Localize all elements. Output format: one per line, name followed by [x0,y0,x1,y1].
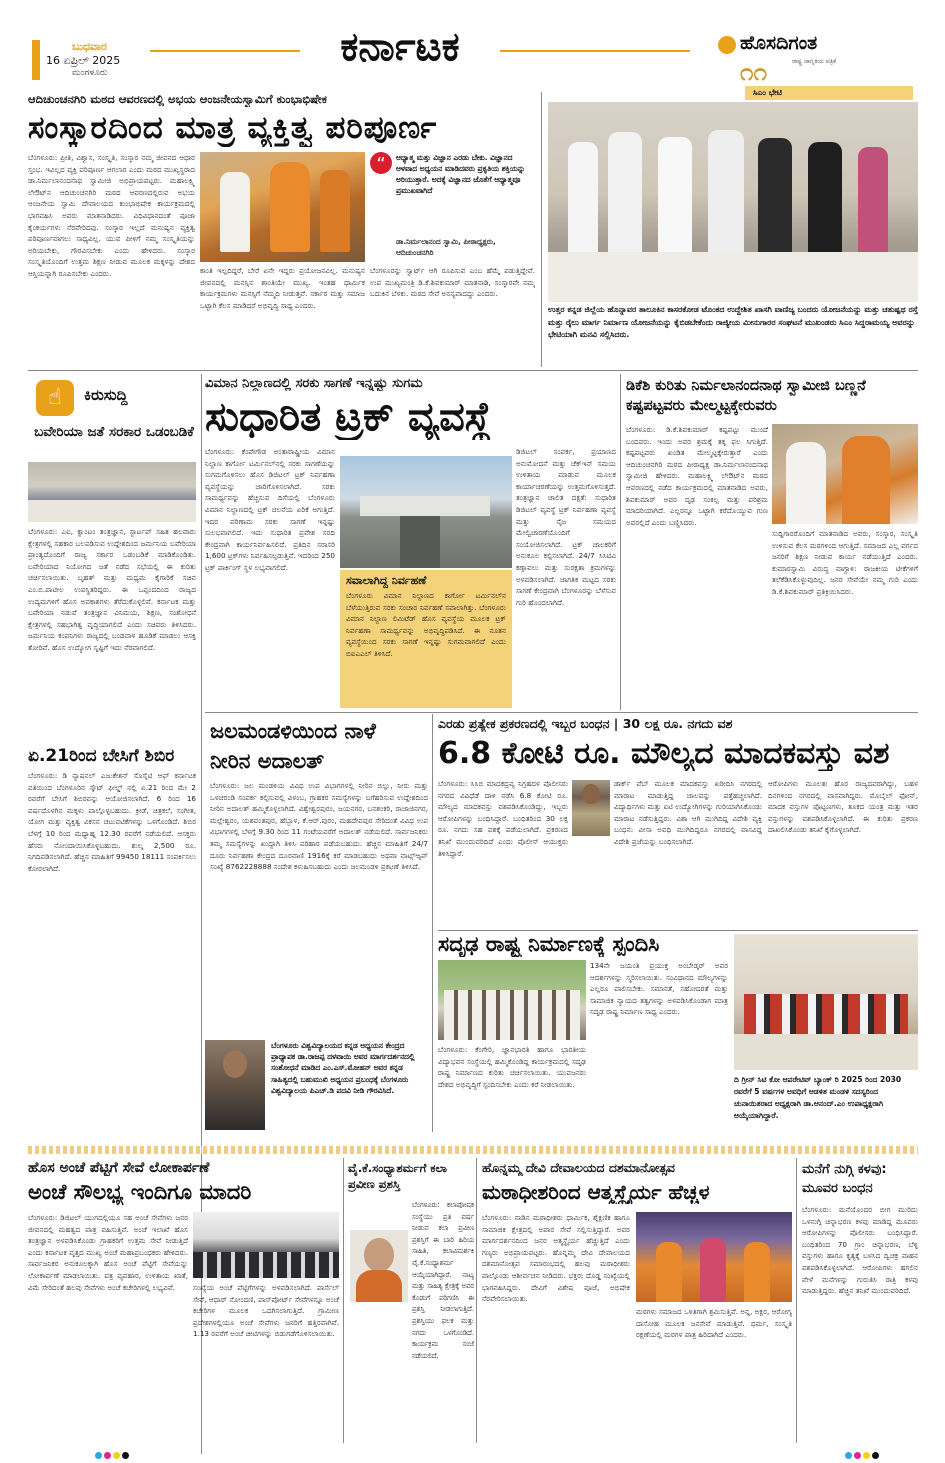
top-story-kicker: ಆದಿಚುಂಚನಗಿರಿ ಮಠದ ಆವರಣದಲ್ಲಿ ಅಭಯ ಆಂಜನೇಯಸ್ವಾಮಿಗೆ ಕುಂಭಾಭಿಷೇಕ [28,92,327,106]
divider [343,1158,344,1443]
registration-marks-left [95,1444,131,1463]
weekday: ಬುಧವಾರ [72,40,107,53]
paper-logo [702,30,902,78]
cm-meet-photo [548,102,918,302]
kumbhabhisheka-photo [200,152,365,262]
kiru-suddi-box [28,374,198,422]
bavaria-meeting-photo [28,462,196,522]
phd-box [205,1040,430,1130]
divider [438,930,918,931]
paper-name: ಹೊಸದಿಗಂತ [740,32,818,54]
nation-body-a: ಬೆಂಗಳೂರು: ಕೆಂಗೇರಿ, ಜ್ಞಾನಭಾರತಿ ಹಾಗೂ ಭಾರತೀಯ ವಿದ್ಯಾಭವನ ಸಂಸ್ಥೆಯಲ್ಲಿ ಹಮ್ಮಿಕೊಂಡಿದ್ದ ಕಾರ್ಯಕ್ರಮದಲ್ಲಿ ಸದೃಢ ರಾಷ್ಟ್ರ ನಿರ್ಮಾಣದ ಕುರಿತು ಚರ್ಚಿಸಲಾಯಿತು. ಯುವಜನರು ದೇಶದ ಅಭಿವೃದ್ಧಿಗೆ ಸ್ಪಂದಿಸಬೇಕು ಎಂದು ಕರೆ ನೀಡಲಾಯಿತು. [438,1045,586,1089]
honnamma-event-photo [636,1212,792,1302]
award-body: ಬೆಂಗಳೂರು: ಕಲಾಪೋಷಕ ಸಂಸ್ಥೆಯು ಪ್ರತಿ ವರ್ಷ ನೀಡುವ ಕಲಾ ಪ್ರವೀಣ ಪ್ರಶಸ್ತಿಗೆ ಈ ಬಾರಿ ಹಿರಿಯ ಸಾಹಿತಿ, ಕಲಾವಿಮರ್ಶಕಿ ವೈ.ಕೆ.ಸಂಧ್ಯಾಶರ್ಮ ಆಯ್ಕೆಯಾಗಿದ್ದಾರೆ. ನಾಟ್ಯ ಮತ್ತು ಸಾಹಿತ್ಯ ಕ್ಷೇತ್ರಕ್ಕೆ ಅವರ ಕೊಡುಗೆ ಪರಿಗಣಿಸಿ ಈ ಪ್ರಶಸ್ತಿ ನೀಡಲಾಗುತ್ತಿದೆ. ಪ್ರಶಸ್ತಿಯು ಫಲಕ ಮತ್ತು ನಗದು ಒಳಗೊಂಡಿದೆ. ಕಾರ್ಯಕ್ರಮ ಸಂಜೆ ನಡೆಯಲಿದೆ. [412,1201,474,1360]
quote-box [370,152,535,260]
dkshi-body-a: ಬೆಂಗಳೂರು: ಡಿ.ಕೆ.ಶಿವಕುಮಾರ್ ಕಷ್ಟಪಟ್ಟು ಮುಂದೆ ಬಂದವರು. ಇಂದು ಅವರ ಶ್ರಮಕ್ಕೆ ತಕ್ಕ ಫಲ ಸಿಗುತ್ತಿದೆ. ಕಷ್ಟಪಟ್ಟವರು ಖಂಡಿತ ಮೇಲ್ಮಟ್ಟಕ್ಕೇರುತ್ತಾರೆ ಎಂದು ಆದಿಚುಂಚನಗಿರಿ ಮಠದ ಪೀಠಾಧ್ಯಕ್ಷ ಡಾ.ನಿರ್ಮಲಾನಂದನಾಥ ಸ್ವಾಮೀಜಿ ಹೇಳಿದರು. ಮಹಾಲಕ್ಷ್ಮಿ ಲೇಔಟ್‌ನ ಮಠದ ಆವರಣದಲ್ಲಿ ನಡೆದ ಕಾರ್ಯಕ್ರಮದಲ್ಲಿ ಮಾತನಾಡಿದ ಅವರು, ಶಿವಕುಮಾರ್ ಅವರ ದೃಢ ಸಂಕಲ್ಪ ಮತ್ತು ಪರಿಶ್ರಮ ಮಾದರಿಯಾಗಿದೆ. ಎಲ್ಲರನ್ನೂ ಒಟ್ಟಾಗಿ ಕರೆದೊಯ್ಯುವ ಗುಣ ಅವರಲ್ಲಿದೆ ಎಂದು ಬಣ್ಣಿಸಿದರು. [626,425,768,527]
theft-headline: ಮನೆಗೆ ನುಗ್ಗಿ ಕಳವು: ಮೂವರ ಬಂಧನ [802,1162,887,1196]
divider [28,370,918,371]
section-divider-band [28,1146,918,1154]
registration-marks-right [845,1444,881,1463]
phd-portrait [205,1040,265,1130]
cargo-body-b: ಡಿಜಿಟಲ್ ಸಂಪರ್ಕ, ಪ್ರಯಾಣದ ಅನುಮೋದನೆ ಮತ್ತು ಚೆಕ್‌ಇನ್ ಸಮಯ ಉಳಿತಾಯ ಮಾಡುವ ಮೂಲಕ ಕಾರ್ಯಾಚರಣೆಯನ್ನು ಉತ್ತಮಗೊಳಿಸುತ್ತದೆ. ತಂತ್ರಜ್ಞಾನ ಚಾಲಿತ ದಕ್ಷತೆ: ಸುಧಾರಿತ ಡಿಜಿಟಲ್ ವ್ಯವಸ್ಥೆ ಟ್ರಕ್ ನಿರ್ವಹಣಾ ವ್ಯವಸ್ಥೆ ಮತ್ತು ನೈಜ ಸಮಯದ ಮೇಲ್ವಿಚಾರಣೆಯೊಂದಿಗೆ ಸಂಯೋಜಿಸಲಾಗಿದೆ. ಟ್ರಕ್ ಚಾಲಕರಿಗೆ ಅನುಕೂಲ ಕಲ್ಪಿಸಲಾಗಿದೆ. 24/7 ಸಿಸಿಟಿವಿ ಕಣ್ಗಾವಲು ಮತ್ತು ಸುರಕ್ಷತಾ ಕ್ರಮಗಳನ್ನು ಅಳವಡಿಸಲಾಗಿದೆ. ಜಾಗತಿಕ ಮಟ್ಟದ ಸರಕು ಸಾಗಣೆ ಕೇಂದ್ರವಾಗಿ ಬೆಂಗಳೂರನ್ನು ಬೆಳೆಸುವ ಗುರಿ ಹೊಂದಲಾಗಿದೆ. [516,447,616,607]
cm-meet-caption: ಉತ್ತರ ಕನ್ನಡ ಜಿಲ್ಲೆಯ ಹೊನ್ನಾವರ ತಾಲೂಕಿನ ಕಾಸರಕೋಡ ಟೊಂಕದ ಉದ್ದೇಶಿತ ಖಾಸಗಿ ವಾಣಿಜ್ಯ ಬಂದರು ಯೋಜನೆಯನ್ನು ಮತ್ತು ಚತುಷ್ಪಥ ರಸ್ತೆ ಮತ್ತು ರೈಲು ಮಾರ್ಗ ನಿರ್ಮಾಣ ಯೋಜನೆಯನ್ನು ಕೈಬಿಡಬೇಕೆಂದು ರಾಜ್ಯೀಯ ಮೀನುಗಾರರ ಸಂಘಟನೆ ಮುಖಂಡರು ಸಿಎಂ ಸಿದ್ದರಾಮಯ್ಯ ಅವರನ್ನು ಭೇಟಿಯಾಗಿ ಮನವಿ ಸಲ್ಲಿಸಿದರು. [548,305,918,339]
cargo-box [340,570,512,708]
kiru-suddi-icon: ☝ [36,380,74,416]
cargo-kicker: ವಿಮಾನ ನಿಲ್ದಾಣದಲ್ಲಿ ಸರಕು ಸಾಗಣೆ ಇನ್ನಷ್ಟು ಸುಗಮ [205,376,423,391]
quote-icon: “ [370,152,392,174]
cargo-headline: ಸುಧಾರಿತ ಟ್ರಕ್ ವ್ಯವಸ್ಥೆ [205,394,492,440]
drugs-kicker: ಎರಡು ಪ್ರತ್ಯೇಕ ಪ್ರಕರಣದಲ್ಲಿ ಇಬ್ಬರ ಬಂಧನ | 30 ಲಕ್ಷ ರೂ. ನಗದು ವಶ [438,716,733,731]
postal-headline: ಅಂಚೆ ಸೌಲಭ್ಯ ಇಂದಿಗೂ ಮಾದರಿ [28,1180,252,1204]
divider [541,92,542,367]
drugs-headline: 6.8 ಕೋಟಿ ರೂ. ಮೌಲ್ಯದ ಮಾದಕವಸ್ತು ವಶ [438,736,890,771]
postal-event-photo [193,1212,339,1278]
phd-caption: ಬೆಂಗಳೂರು ವಿಶ್ವವಿದ್ಯಾಲಯದ ಕನ್ನಡ ಅಧ್ಯಯನ ಕೇಂದ್ರದ ಪ್ರಾಧ್ಯಾಪಕ ಡಾ.ರಾಜಪ್ಪ ದಳವಾಯಿ ಅವರ ಮಾರ್ಗದರ್ಶನದಲ್ಲಿ ಸಂಶೋಧನೆ ಮಾಡಿದ ಎಂ.ಎಸ್.ಮೋಹನ್ ಅವರ ಕನ್ನಡ ಸಾಹಿತ್ಯದಲ್ಲಿ ಬಹುಮುಖಿ ಅಧ್ಯಯನ ಪ್ರಬಂಧಕ್ಕೆ ಬೆಂಗಳೂರು ವಿಶ್ವವಿದ್ಯಾಲಯ ಪಿಎಚ್.ಡಿ ಪದವಿ ನೀಡಿ ಗೌರವಿಸಿದೆ. [271,1041,415,1095]
cargo-body-a: ಬೆಂಗಳೂರು: ಕೆಂಪೇಗೌಡ ಅಂತಾರಾಷ್ಟ್ರೀಯ ವಿಮಾನ ನಿಲ್ದಾಣ ಕಾರ್ಗೋ ಟರ್ಮಿನಲ್‌ನಲ್ಲಿ ಸರಕು ಸಾಗಣೆಯನ್ನು ಸುಗಮಗೊಳಿಸಲು ಹೊಸ ಡಿಜಿಟಲ್ ಟ್ರಕ್ ನಿರ್ವಹಣಾ ವ್ಯವಸ್ಥೆಯನ್ನು ಜಾರಿಗೊಳಿಸಲಾಗಿದೆ. ಸರಕು ಸಾಮರ್ಥ್ಯವನ್ನು ಹೆಚ್ಚಿಸುವ ದಿಸೆಯಲ್ಲಿ ಬೆಂಗಳೂರು ವಿಮಾನ ನಿಲ್ದಾಣದಲ್ಲಿ ಟ್ರಕ್ ಚಲನೆಯ ಏರಿಕೆ ಆಗುತ್ತಿದೆ. ಇದರ ಪರಿಣಾಮ ಸರಕು ಸಾಗಣೆ ಇನ್ನಷ್ಟು ಸುಲಭವಾಗಲಿದೆ. ಇದು ಸುಧಾರಿತ ಪ್ರವೇಶ ಸರದಿ ಕೇಂದ್ರವಾಗಿ ಕಾರ್ಯನಿರ್ವಹಿಸಲಿದೆ. ಪ್ರತಿದಿನ ಸರಾಸರಿ 1,600 ಟ್ರಕ್‌ಗಳು ನಿರ್ವಹಿಸಲ್ಪಡುತ್ತಿವೆ. ಇದರಿಂದ 250 ಟ್ರಕ್ ಪಾರ್ಕಿಂಗ್ ಸ್ಥಳ ಲಭ್ಯವಾಗಲಿದೆ. [205,447,335,572]
date-block [32,40,152,78]
cargo-box-title: ಸವಾಲಾಗಿದ್ದ ನಿರ್ವಹಣೆ [346,574,427,587]
masthead [0,0,945,92]
dkshi-headline: ಡಿಕೆಶಿ ಕುರಿತು ನಿರ್ಮಲಾನಂದನಾಥ ಸ್ವಾಮೀಜಿ ಬಣ್ಣನೆ ಕಷ್ಟಪಟ್ಟವರು ಮೇಲ್ಮಟ್ಟಕ್ಕೇರುವರು [626,378,866,414]
top-story-body-left: ಬೆಂಗಳೂರು: ಪ್ರೀತಿ, ವಿಶ್ವಾಸ, ಸಂಸ್ಕೃತಿ, ಸಂಸ್ಕಾರ ನಮ್ಮ ಜೀವನದ ಆಧಾರ ಸ್ತಂಭ. ಇವಿಲ್ಲದ ವ್ಯಕ್ತಿ ಪರಿಪೂರ್ಣ ಆಗಲಾರ ಎಂದು ಮಠದ ಮುಖ್ಯಸ್ಥರಾದ ಡಾ.ನಿರ್ಮಲಾನಂದನಾಥ ಸ್ವಾಮೀಜಿ ಅಭಿಪ್ರಾಯಪಟ್ಟರು. ಮಹಾಲಕ್ಷ್ಮಿ ಲೇಔಟ್‌ನ ಆದಿಚುಂಚನಗಿರಿ ಮಠದ ಆವರಣದಲ್ಲಿರುವ ಅಭಯ ಆಂಜನೇಯ ಸ್ವಾಮಿ ದೇವಾಲಯದ ಕುಂಭಾಭಿಷೇಕ ಕಾರ್ಯಕ್ರಮದಲ್ಲಿ ಭಾಗವಹಿಸಿ ಅವರು ಮಾತನಾಡಿದರು. ವಿಧಿವಿಧಾನದಂತೆ ಪೂಜಾ ಕೈಂಕರ್ಯಗಳು ನೆರವೇರಿದವು. ಸಂಸ್ಕಾರ ಇಲ್ಲದೆ ಮನುಷ್ಯನ ವ್ಯಕ್ತಿತ್ವ ಪರಿಪೂರ್ಣವಾಗಲು ಸಾಧ್ಯವಿಲ್ಲ. ಯುವ ಪೀಳಿಗೆ ನಮ್ಮ ಸಂಸ್ಕೃತಿಯನ್ನು ಅರಿಯಬೇಕು, ಗೌರವಿಸಬೇಕು ಎಂದು ಹೇಳಿದರು. ಸಂಸ್ಕಾರ ಸಂಸ್ಕೃತಿಯೊಂದಿಗೆ ಉತ್ತಮ ಶಿಕ್ಷಣ ನೀಡುವ ಮೂಲಕ ಮಕ್ಕಳನ್ನು ದೇಶದ ಆಸ್ತಿಯನ್ನಾಗಿ ರೂಪಿಸಬೇಕು ಎಂದರು. [28,153,195,278]
postal-body-a: ಬೆಂಗಳೂರು: ಡಿಜಿಟಲ್ ಯುಗದಲ್ಲಿಯೂ ಸಹ ಅಂಚೆ ಸೇವೆಗಳು ಜನರ ಜೀವನದಲ್ಲಿ ಮಹತ್ವದ ಪಾತ್ರ ವಹಿಸುತ್ತಿವೆ. ಅಂಚೆ ಇಲಾಖೆ ಹೊಸ ತಂತ್ರಜ್ಞಾನ ಅಳವಡಿಸಿಕೊಂಡು ಗ್ರಾಹಕರಿಗೆ ಉತ್ತಮ ಸೇವೆ ನೀಡುತ್ತಿದೆ ಎಂದು ಕರ್ನಾಟಕ ವೃತ್ತದ ಮುಖ್ಯ ಅಂಚೆ ಮಹಾಪ್ರಬಂಧಕರು ಹೇಳಿದರು. ಸಾರ್ವಜನಿಕರ ಅನುಕೂಲಕ್ಕಾಗಿ ಹೊಸ ಅಂಚೆ ಪೆಟ್ಟಿಗೆ ಸೇವೆಯನ್ನು ಲೋಕಾರ್ಪಣೆ ಮಾಡಲಾಯಿತು. ಪತ್ರ ವ್ಯವಹಾರ, ಉಳಿತಾಯ ಖಾತೆ, ವಿಮೆ ಸೇರಿದಂತೆ ಹಲವು ಸೇವೆಗಳು ಅಂಚೆ ಕಚೇರಿಗಳಲ್ಲಿ ಲಭ್ಯವಿವೆ. [28,1213,188,1292]
top-story-body-right: ಬೆಂಗಳೂರನ್ನು ಸ್ವಾರ್ಟ್ ಆಗಿ ರೂಪಿಸುವ ಎಂಬ ಹೆಮ್ಮೆ ಪಡುತ್ತಿದ್ದೇವೆ. ಉಪ ಮುಖ್ಯಮಂತ್ರಿ ಡಿ.ಕೆ.ಶಿವಕುಮಾರ್ ಮಾತನಾಡಿ, ಸಂಸ್ಕಾರವೇ ನಮ್ಮ ಬದುಕಿನ ಬೆಳಕು. ಮಠದ ಸೇವೆ ಅನನ್ಯವಾದದ್ದು ಎಂದರು. [370,266,535,299]
kiru-suddi-label: ಕಿರುಸುದ್ದಿ [84,386,128,404]
top-story-body-mid: ಕಾಂತಿ ಇಲ್ಲದಿದ್ದರೆ, ಬೇರೆ ಏನೇ ಇದ್ದರು ಪ್ರಯೋಜನವಿಲ್ಲ. ಮನುಷ್ಯನ ಜೀವನದಲ್ಲಿ ಮನಸ್ಸಿನ ಶಾಂತಿಯೇ ಮುಖ್ಯ. ಇಂತಹ ಧಾರ್ಮಿಕ ಕಾರ್ಯಕ್ರಮಗಳು ಮನಸ್ಸಿಗೆ ನೆಮ್ಮದಿ ನೀಡುತ್ತವೆ. ಸರ್ಕಾರ ಮತ್ತು ಸಮಾಜ ಒಟ್ಟಾಗಿ ಕೆಲಸ ಮಾಡಿದರೆ ಅಭಿವೃದ್ಧಿ ಸಾಧ್ಯ ಎಂದರು. [200,266,365,310]
jalamandali-headline: ಜಲಮಂಡಳಿಯಿಂದ ನಾಳೆ ನೀರಿನ ಅದಾಲತ್ [210,719,376,773]
nation-headline: ಸದೃಢ ರಾಷ್ಟ್ರ ನಿರ್ಮಾಣಕ್ಕೆ ಸ್ಪಂದಿಸಿ [438,932,660,956]
paper-tagline: ರಾಷ್ಟ್ರ ಜಾಗೃತಿಯ ಪತ್ರಿಕೆ [792,58,837,65]
kiru-suddi-headline: ಬವೇರಿಯಾ ಜತೆ ಸರಕಾರ ಒಡಂಬಡಿಕೆ [34,424,194,440]
honnamma-body-b: ಮಠಗಳು ಸಮಾಜದ ಒಳಿತಿಗಾಗಿ ಶ್ರಮಿಸುತ್ತಿವೆ. ಅನ್ನ, ಅಕ್ಷರ, ಆರೋಗ್ಯ ದಾಸೋಹ ಮೂಲಕ ಜನಸೇವೆ ಮಾಡುತ್ತಿವೆ. ಧರ್ಮ, ಸಂಸ್ಕೃತಿ ರಕ್ಷಣೆಯಲ್ಲಿ ಮಠಗಳ ಪಾತ್ರ ಹಿರಿದಾಗಿದೆ ಎಂದರು. [636,1307,792,1340]
logo-emblem-icon [718,36,736,54]
quote-author: ಡಾ.ನಿರ್ಮಲಾನಂದ ಸ್ವಾಮಿ, ಪೀಠಾಧ್ಯಕ್ಷರು, ಆದಿಚುಂಚನಗಿರಿ [396,237,496,257]
divider [620,374,621,710]
truck-terminal-photo [340,456,512,568]
dkshi-body-b: ಸುದ್ದಿಗಾರರೊಂದಿಗೆ ಮಾತನಾಡಿದ ಅವರು, ಸಂಸ್ಕಾರ, ಸಂಸ್ಕೃತಿ ಉಳಿಸುವ ಕೆಲಸ ಮಠಗಳಿಂದ ಆಗುತ್ತಿದೆ. ಸಮಾಜದ ಎಲ್ಲ ವರ್ಗದ ಜನರಿಗೆ ಶಿಕ್ಷಣ ನೀಡುವ ಕಾರ್ಯ ನಡೆಯುತ್ತಿದೆ ಎಂದರು. ಕುಮಾರಸ್ವಾಮಿ ವಿರುದ್ಧ ವಾಗ್ದಾಳಿ: ರಾಜಕೀಯ ಟೀಕೆಗಳಿಗೆ ತಲೆಕೆಡಿಸಿಕೊಳ್ಳುವುದಿಲ್ಲ. ಜನರ ಸೇವೆಯೇ ನಮ್ಮ ಗುರಿ ಎಂದು ಡಿ.ಕೆ.ಶಿವಕುಮಾರ್ ಪ್ರತಿಕ್ರಿಯಿಸಿದರು. [772,529,918,596]
camp-body: ಬೆಂಗಳೂರು: ಡಿ ನ್ಯಾಷನಲ್ ಎಜುಕೇಶನ್ ಸೊಸೈಟಿ ಆಫ್ ಕರ್ನಾಟಕ ವತಿಯಿಂದ ಬೆಂಗಳೂರಿನ ಸ್ಕೌಟ್ ಫೀಲ್ಡ್ ನಲ್ಲಿ ಏ.21 ರಿಂದ ಮೇ 2 ರವರೆಗೆ ಬೇಸಿಗೆ ಶಿಬಿರವನ್ನು ಆಯೋಜಿಸಲಾಗಿದೆ. 6 ರಿಂದ 16 ವರ್ಷದೊಳಗಿನ ಮಕ್ಕಳು ಪಾಲ್ಗೊಳ್ಳಬಹುದು. ಕ್ರೀಡೆ, ಚಿತ್ರಕಲೆ, ಸಂಗೀತ, ಯೋಗ ಮತ್ತು ವ್ಯಕ್ತಿತ್ವ ವಿಕಸನ ಚಟುವಟಿಕೆಗಳನ್ನು ಒಳಗೊಂಡಿದೆ. ಶಿಬಿರ ಬೆಳಗ್ಗೆ 10 ರಿಂದ ಮಧ್ಯಾಹ್ನ 12.30 ರವರೆಗೆ ನಡೆಯಲಿದೆ. ಆಸಕ್ತರು ಹೆಸರು ನೋಂದಾಯಿಸಿಕೊಳ್ಳಬಹುದು. ಶುಲ್ಕ 2,500 ರೂ. ನಿಗದಿಪಡಿಸಲಾಗಿದೆ. ಹೆಚ್ಚಿನ ಮಾಹಿತಿಗೆ 99450 18111 ಸಂಪರ್ಕಿಸಲು ಕೋರಲಾಗಿದೆ. [28,771,196,873]
drugs-body-a: ಬೆಂಗಳೂರು: ಸಿಸಿಬಿ ಮಾದಕದ್ರವ್ಯ ನಿಗ್ರಹದಳ ಪೊಲೀಸರು ನಗರದ ವಿವಿಧೆಡೆ ದಾಳಿ ನಡೆಸಿ 6.8 ಕೋಟಿ ರೂ. ಮೌಲ್ಯದ ಮಾದಕವಸ್ತು ವಶಪಡಿಸಿಕೊಂಡಿದ್ದು, ಇಬ್ಬರು ಆರೋಪಿಗಳನ್ನು ಬಂಧಿಸಿದ್ದಾರೆ. ಬಂಧಿತರಿಂದ 30 ಲಕ್ಷ ರೂ. ನಗದು ಸಹ ವಶಕ್ಕೆ ಪಡೆಯಲಾಗಿದೆ. ಪ್ರಕರಣದ ತನಿಖೆ ಮುಂದುವರಿದಿದೆ ಎಂದು ಪೊಲೀಸ್ ಆಯುಕ್ತರು ತಿಳಿಸಿದ್ದಾರೆ. [438,779,568,858]
award-headline: ವೈ.ಕೆ.ಸಂಧ್ಯಾಶರ್ಮಗೆ ಕಲಾ ಪ್ರವೀಣ ಪ್ರಶಸ್ತಿ [348,1161,447,1191]
quote-text: ಆಧ್ಯಾತ್ಮ ಮತ್ತು ವಿಜ್ಞಾನ ಎರಡು ಬೇಕು. ವಿಜ್ಞಾನದ ಆಳವಾದ ಅಧ್ಯಯನ ಮಾಡಿದವರು ಪ್ರಕೃತಿಯ ಶಕ್ತಿಯನ್ನು ಅರಿಯುತ್ತಾರೆ. ಅದಕ್ಕೆ ವಿಜ್ಞಾನದ ಜೊತೆಗೆ ಆಧ್ಯಾತ್ಮವೂ ಪ್ರಮುಖವಾಗಿದೆ [396,153,526,195]
date-bar [32,40,40,80]
divider [796,1158,797,1443]
divider [432,714,433,1132]
kiru-suddi-body: ಬೆಂಗಳೂರು: ಎಐ, ಕ್ವಾಂಟಂ ತಂತ್ರಜ್ಞಾನ, ಸ್ಟಾರ್ಟಪ್ ಸಹಿತ ಹಲವಾರು ಕ್ಷೇತ್ರಗಳಲ್ಲಿ ಸಹಕಾರ ಬಲಪಡಿಸುವ ಉದ್ದೇಶದಿಂದ ಜರ್ಮನಿಯ ಬವೇರಿಯಾ ಪ್ರಾಂತ್ಯದೊಂದಿಗೆ ರಾಜ್ಯ ಸರ್ಕಾರ ಒಡಂಬಡಿಕೆ ಮಾಡಿಕೊಂಡಿತು. ಬವೇರಿಯಾದ ನಿಯೋಗದ ಜತೆ ನಡೆದ ಸಭೆಯಲ್ಲಿ ಈ ಕುರಿತು ಚರ್ಚಿಸಲಾಯಿತು. ಬೃಹತ್ ಮತ್ತು ಮಧ್ಯಮ ಕೈಗಾರಿಕೆ ಸಚಿವ ಎಂ.ಬಿ.ಪಾಟೀಲ ಉಪಸ್ಥಿತರಿದ್ದರು. ಈ ಒಪ್ಪಂದದಿಂದ ರಾಜ್ಯದ ಉದ್ಯಮಗಳಿಗೆ ಹೊಸ ಅವಕಾಶಗಳು ತೆರೆದುಕೊಳ್ಳಲಿವೆ. ಕರ್ನಾಟಕ ಮತ್ತು ಬವೇರಿಯಾ ನಡುವೆ ತಂತ್ರಜ್ಞಾನ ವಿನಿಮಯ, ಶಿಕ್ಷಣ, ಸಂಶೋಧನೆ ಕ್ಷೇತ್ರಗಳಲ್ಲಿ ಸಹಭಾಗಿತ್ವ ವೃದ್ಧಿಯಾಗಲಿದೆ ಎಂದು ಸಚಿವರು ತಿಳಿಸಿದರು. ಜರ್ಮನಿಯ ಕಂಪನಿಗಳು ರಾಜ್ಯದಲ್ಲಿ ಬಂಡವಾಳ ಹೂಡಿಕೆ ಮಾಡಲು ಆಸಕ್ತಿ ತೋರಿವೆ. ಹೊಸ ಉದ್ಯೋಗ ಸೃಷ್ಟಿಗೆ ಇದು ನೆರವಾಗಲಿದೆ. [28,527,196,652]
edition-city: ಮಂಗಳೂರು [72,68,108,78]
bank-board-photo [734,934,918,1070]
camp-headline: ಏ.21ರಿಂದ ಬೇಸಿಗೆ ಶಿಬಿರ [28,746,175,766]
drugs-body-b: ಡಾರ್ಕ್ ವೆಬ್ ಮೂಲಕ ಮಾದಕವಸ್ತು ಖರೀದಿಸಿ ನಗರದಲ್ಲಿ ಮಾರಾಟ ಮಾಡುತ್ತಿದ್ದ ಜಾಲವನ್ನು ಪತ್ತೆಹಚ್ಚಲಾಗಿದೆ. ವಿದ್ಯಾರ್ಥಿಗಳು ಮತ್ತು ಐಟಿ ಉದ್ಯೋಗಿಗಳನ್ನು ಗುರಿಯಾಗಿಸಿಕೊಂಡು ಮಾರಾಟ ನಡೆಸುತ್ತಿದ್ದರು. ವಿಶಾ ಆಗಿ ಮುಗಿದಿದ್ದ ವಿದೇಶಿ ವ್ಯಕ್ತಿ ಬಂಧನ: ವೀಸಾ ಅವಧಿ ಮುಗಿದಿದ್ದರೂ ನಗರದಲ್ಲಿ ವಾಸವಿದ್ದ ವಿದೇಶಿ ಪ್ರಜೆಯನ್ನು ಬಂಧಿಸಲಾಗಿದೆ. [614,779,762,846]
section-title: ಕರ್ನಾಟಕ [300,24,500,70]
theft-body: ಬೆಂಗಳೂರು: ಮನೆಯೊಂದರ ಬೀಗ ಮುರಿದು ಒಳನುಗ್ಗಿ ಚಿನ್ನಾಭರಣ ಕಳವು ಮಾಡಿದ್ದ ಮೂವರು ಆರೋಪಿಗಳನ್ನು ಪೊಲೀಸರು ಬಂಧಿಸಿದ್ದಾರೆ. ಬಂಧಿತರಿಂದ 70 ಗ್ರಾಂ ಚಿನ್ನಾಭರಣ, ಬೆಳ್ಳಿ ವಸ್ತುಗಳು ಹಾಗೂ ಕೃತ್ಯಕ್ಕೆ ಬಳಸಿದ ದ್ವಿಚಕ್ರ ವಾಹನ ವಶಪಡಿಸಿಕೊಳ್ಳಲಾಗಿದೆ. ಆರೋಪಿಗಳು ಹಗಲಿನ ವೇಳೆ ಮನೆಗಳನ್ನು ಗುರುತಿಸಿ ರಾತ್ರಿ ಕಳವು ಮಾಡುತ್ತಿದ್ದರು. ಹೆಚ್ಚಿನ ತನಿಖೆ ಮುಂದುವರಿದಿದೆ. [802,1205,918,1296]
divider [205,712,918,713]
award-portrait [350,1230,408,1302]
date: 16 ಏಪ್ರಿಲ್ 2025 [46,54,121,67]
cargo-box-body: ಬೆಂಗಳೂರು ವಿಮಾನ ನಿಲ್ದಾಣದ ಕಾರ್ಗೋ ಟರ್ಮಿನಲ್‌ನ ಬೆಳೆಯುತ್ತಿರುವ ಸರಕು ಸಂಚಾರ ನಿರ್ವಹಣೆ ಸವಾಲಾಗಿತ್ತು. ಬೆಂಗಳೂರು ವಿಮಾನ ನಿಲ್ದಾಣ ಲಿಮಿಟೆಡ್ ಹೊಸ ವ್ಯವಸ್ಥೆಯ ಮೂಲಕ ಟ್ರಕ್ ನಿರ್ವಹಣಾ ಸಾಮರ್ಥ್ಯವನ್ನು ಅಭಿವೃದ್ಧಿಪಡಿಸಿದೆ. ಈ ನೂತನ ವ್ಯವಸ್ಥೆಯಿಂದ ಸರಕು ಸಾಗಣೆ ಇನ್ನಷ್ಟು ಸುಗಮವಾಗಲಿದೆ ಎಂದು ಬಿಐಎಎಲ್ ತಿಳಿಸಿದೆ. [346,591,506,658]
nation-body-b: 134ನೇ ಜಯಂತಿ ಪ್ರಯುಕ್ತ ಅಂಬೇಡ್ಕರ್ ಅವರ ಆದರ್ಶಗಳನ್ನು ಸ್ಮರಿಸಲಾಯಿತು. ಸಂವಿಧಾನದ ಮೌಲ್ಯಗಳನ್ನು ಎಲ್ಲರೂ ಪಾಲಿಸಬೇಕು. ಸಮಾನತೆ, ಸಹೋದರತೆ ಮತ್ತು ಸಾಮಾಜಿಕ ನ್ಯಾಯದ ತತ್ವಗಳನ್ನು ಅಳವಡಿಸಿಕೊಂಡಾಗ ಮಾತ್ರ ಸದೃಢ ರಾಷ್ಟ್ರ ನಿರ್ಮಾಣ ಸಾಧ್ಯ ಎಂದರು. [590,961,728,1017]
jalamandali-body: ಬೆಂಗಳೂರು: ಜಲ ಮಂಡಳಿಯ ವಿವಿಧ ಉಪ ವಿಭಾಗಗಳಲ್ಲಿ ನೀರಿನ ಬಿಲ್ಲು, ನೀರು ಮತ್ತು ಒಳಚರಂಡಿ ಸಂಪರ್ಕ ಕಲ್ಪಿಸುವಲ್ಲಿ ವಿಳಂಬ, ಗ್ರಾಹಕರ ಸಮಸ್ಯೆಗಳನ್ನು ಬಗೆಹರಿಸುವ ಉದ್ದೇಶದಿಂದ ನೀರಿನ ಅದಾಲತ್ ಹಮ್ಮಿಕೊಳ್ಳಲಾಗಿದೆ. ವಿಶ್ವೇಶ್ವರಪುರಂ, ಜಯನಗರ, ಬನಶಂಕರಿ, ರಾಜಾಜಿನಗರ, ಮಲ್ಲೇಶ್ವರಂ, ಯಶವಂತಪುರ, ಹೆಬ್ಬಾಳ, ಕೆ.ಆರ್.ಪುರಂ, ಮಹದೇವಪುರ ಸೇರಿದಂತೆ ವಿವಿಧ ಉಪ ವಿಭಾಗಗಳಲ್ಲಿ ಬೆಳಗ್ಗೆ 9.30 ರಿಂದ 11 ಗಂಟೆಯವರೆಗೆ ಅದಾಲತ್ ನಡೆಯಲಿದೆ. ಸಾರ್ವಜನಿಕರು ತಮ್ಮ ಸಮಸ್ಯೆಗಳನ್ನು ಖುದ್ದಾಗಿ ತಿಳಿಸಿ ಪರಿಹಾರ ಪಡೆಯಬಹುದು. ಹೆಚ್ಚಿನ ಮಾಹಿತಿಗೆ 24/7 ದೂರು ನಿರ್ವಹಣಾ ಕೇಂದ್ರದ ದೂರವಾಣಿ 1916ಕ್ಕೆ ಕರೆ ಮಾಡಬಹುದು ಅಥವಾ ವಾಟ್ಸ್ಆ್ಯಪ್ ಸಂಖ್ಯೆ 8762228888 ಸಂದೇಶ ಕಳುಹಿಸಬಹುದು ಎಂದು ಜಲಮಂಡಳಿ ಪ್ರಕಟಣೆ ತಿಳಿಸಿದೆ. [210,781,428,872]
honnamma-kicker: ಹೊನ್ನಮ್ಮ ದೇವಿ ದೇವಾಲಯದ ದಶಮಾನೋತ್ಸವ [482,1160,675,1175]
divider [476,1158,477,1443]
cm-meet-badge: ಸಿಎಂ ಭೇಟಿ [745,86,913,100]
top-story-headline: ಸಂಸ್ಕಾರದಿಂದ ಮಾತ್ರ ವ್ಯಕ್ತಿತ್ವ ಪರಿಪೂರ್ಣ [28,110,438,146]
drugs-body-c: ಆರೋಪಿಗಳು ಮೂಲತಃ ಹೊರ ರಾಜ್ಯದವರಾಗಿದ್ದು, ಬಹಳ ದಿನಗಳಿಂದ ನಗರದಲ್ಲಿ ವಾಸವಾಗಿದ್ದರು. ಮೊಬೈಲ್ ಫೋನ್, ಮಾದಕ ವಸ್ತುಗಳ ಪೊಟ್ಟಣಗಳು, ತೂಕದ ಯಂತ್ರ ಮತ್ತು ಇತರ ವಸ್ತುಗಳನ್ನು ವಶಪಡಿಸಿಕೊಳ್ಳಲಾಗಿದೆ. ಈ ಕುರಿತು ಪ್ರಕರಣ ದಾಖಲಿಸಿಕೊಂಡು ತನಿಖೆ ಕೈಗೊಳ್ಳಲಾಗಿದೆ. [768,779,918,835]
honnamma-headline: ಮಠಾಧೀಶರಿಂದ ಆತ್ಮಸ್ಥೈರ್ಯ ಹೆಚ್ಚಳ [482,1180,710,1204]
police-commissioner-photo [572,780,610,836]
bank-board-caption: ದಿ ಗ್ರೀನ್ ಸಿಟಿ ಕೋ ಆಪರೇಟಿವ್ ಬ್ಯಾಂಕ್ ರಿ 2025 ರಿಂದ 2030 ರವರೆಗೆ 5 ವರ್ಷಗಳ ಅವಧಿಗೆ ಆಡಳಿತ ಮಂಡಳಿ ಸದಸ್ಯರಿಂದ ಚುನಾಯಿತರಾದ ಅಧ್ಯಕ್ಷರಾಗಿ ಡಾ.ಆನಂದ್.ಎಂ ಉಪಾಧ್ಯಕ್ಷರಾಗಿ ಆಯ್ಕೆಯಾಗಿದ್ದಾರೆ. [734,1075,902,1120]
postal-body-b: ಸಂಖ್ಯೆಯ ಅಂಚೆ ಪೆಟ್ಟಿಗೆಗಳನ್ನು ಅಳವಡಿಸಲಾಗಿದೆ. ಪಾರ್ಸೆಲ್ ಸೇವೆ, ಆಧಾರ್ ನೋಂದಣಿ, ಪಾಸ್‌ಪೋರ್ಟ್ ಸೇವೆಗಳನ್ನೂ ಅಂಚೆ ಕಚೇರಿಗಳ ಮೂಲಕ ಒದಗಿಸಲಾಗುತ್ತಿದೆ. ಗ್ರಾಮೀಣ ಪ್ರದೇಶಗಳಲ್ಲಿಯೂ ಅಂಚೆ ಸೇವೆಗಳು ಜನರಿಗೆ ಹತ್ತಿರವಾಗಿವೆ. 1.13 ರವರೆಗೆ ಅಂಚೆ ಚೀಟಿಗಳನ್ನು ಬಿಡುಗಡೆಗೊಳಿಸಲಾಯಿತು. [193,1283,339,1339]
nation-group-photo [438,960,586,1040]
postal-kicker: ಹೊಸ ಅಂಚೆ ಪೆಟ್ಟಿಗೆ ಸೇವೆ ಲೋಕಾರ್ಪಣೆ [28,1160,210,1176]
page-number: ೧೧ [740,58,767,86]
dkshi-swamiji-photo [772,424,918,524]
honnamma-body-a: ಬೆಂಗಳೂರು: ನಾಡಿನ ಮಠಾಧೀಶರು ಧಾರ್ಮಿಕ, ಶೈಕ್ಷಣಿಕ ಹಾಗೂ ಸಾಮಾಜಿಕ ಕ್ಷೇತ್ರದಲ್ಲಿ ಅಪಾರ ಸೇವೆ ಸಲ್ಲಿಸುತ್ತಿದ್ದಾರೆ. ಅವರ ಮಾರ್ಗದರ್ಶನದಿಂದ ಜನರ ಆತ್ಮಸ್ಥೈರ್ಯ ಹೆಚ್ಚುತ್ತಿದೆ ಎಂದು ಗಣ್ಯರು ಅಭಿಪ್ರಾಯಪಟ್ಟರು. ಹೊನ್ನಮ್ಮ ದೇವಿ ದೇವಾಲಯದ ದಶಮಾನೋತ್ಸವ ಸಮಾರಂಭದಲ್ಲಿ ಹಲವು ಮಠಾಧೀಶರು ಪಾಲ್ಗೊಂಡು ಆಶೀರ್ವಚನ ನೀಡಿದರು. ಭಕ್ತರು ದೊಡ್ಡ ಸಂಖ್ಯೆಯಲ್ಲಿ ಭಾಗವಹಿಸಿದ್ದರು. ದೇವಿಗೆ ವಿಶೇಷ ಪೂಜೆ, ಅಭಿಷೇಕ ನೆರವೇರಿಸಲಾಯಿತು. [482,1213,630,1304]
